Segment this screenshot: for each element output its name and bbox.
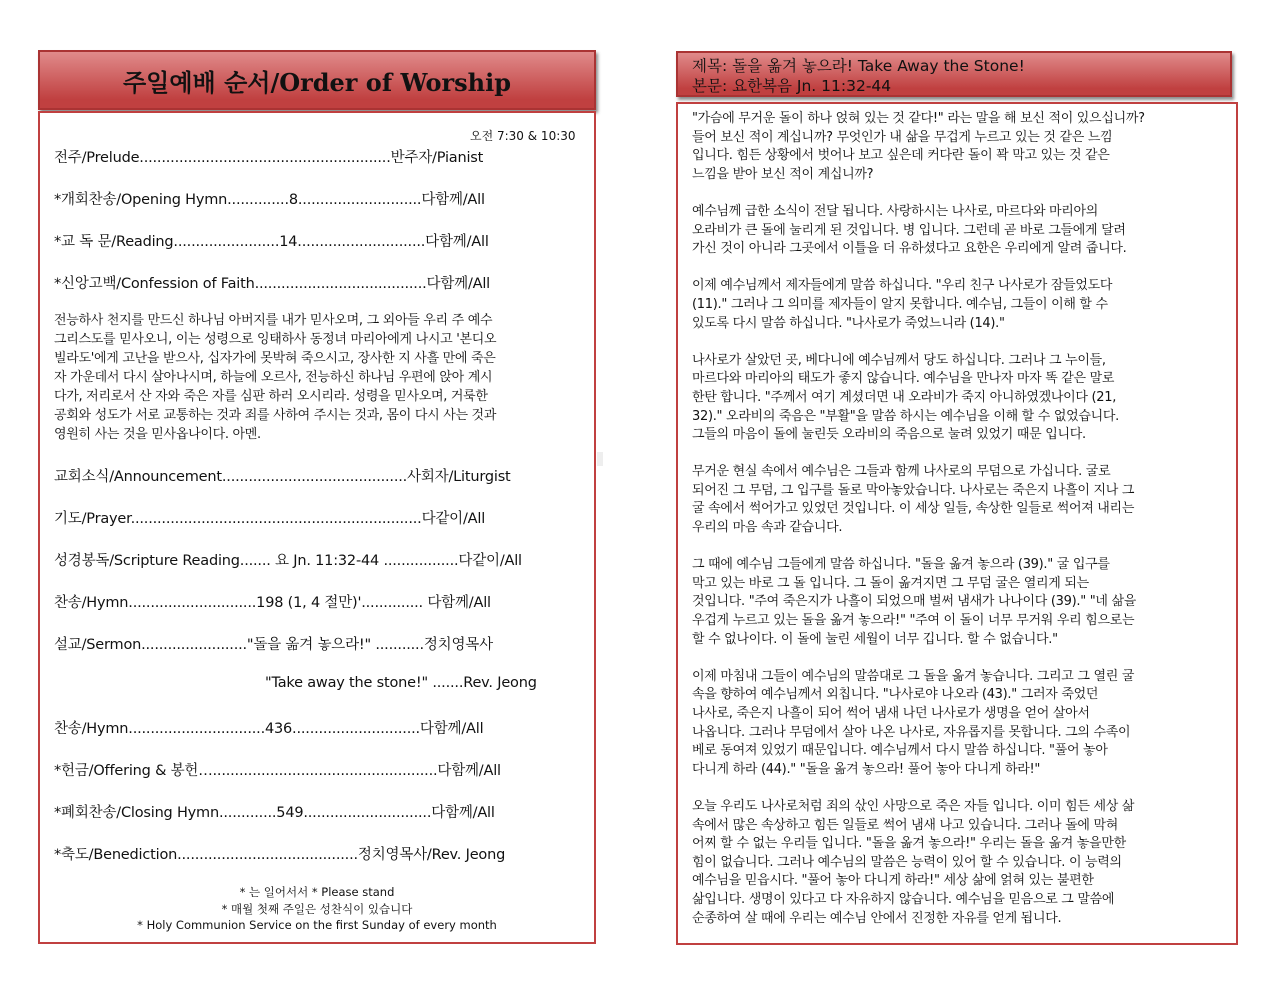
item-prayer: 기도/Prayer..................................................................다같이/All xyxy=(54,511,486,527)
creed-line: 빌라도'에게 고난을 받으사, 십자가에 못박혀 죽으시고, 장사한 지 사흘 만에 죽은 xyxy=(54,351,496,366)
sermon-line: 이제 마침내 그들이 예수님의 말씀대로 그 돌을 옮겨 놓습니다. 그리고 그 열린 굴 xyxy=(692,668,1135,684)
sermon-line: 다니게 하라 (44)." "돌을 옮겨 놓으라! 풀어 놓아 다니게 하라!" xyxy=(692,761,1041,777)
sermon-line: 느낌을 받아 보신 적이 계십니까? xyxy=(692,166,874,182)
sermon-paragraph xyxy=(692,203,1224,259)
sermon-line: 우리의 마음 속과 같습니다. xyxy=(692,520,843,536)
sermon-paragraph xyxy=(692,668,1224,780)
apostles-creed xyxy=(54,311,578,444)
item-scripture-reading: 성경봉독/Scripture Reading....... 요 Jn. 11:32-44 .................다같이/All xyxy=(54,553,522,569)
page-fold xyxy=(597,452,603,466)
note-stand: * 는 일어서서 * Please stand xyxy=(239,885,395,899)
sermon-line: 나사로가 살았던 곳, 베다니에 예수님께서 당도 하십니다. 그러나 그 누이들, xyxy=(692,352,1106,368)
sermon-line: 나옵니다. 그러나 무덤에서 살아 나온 나사로, 자유롭지를 못합니다. 그의 수족이 xyxy=(692,724,1131,740)
item-hymn-2: 찬송/Hymn...............................436.............................다함께/All xyxy=(54,721,484,737)
item-sermon-english: "Take away the stone!" .......Rev. Jeong xyxy=(265,675,537,691)
creed-line: 공회와 성도가 서로 교통하는 것과 죄를 사하여 주시는 것과, 몸이 다시 사는 것과 xyxy=(54,408,497,423)
creed-line: 영원히 사는 것을 믿사옵나이다. 아멘. xyxy=(54,427,261,442)
sermon-line: 그들의 마음이 돌에 눌린듯 오라비의 죽음으로 눌려 있었기 때문 입니다. xyxy=(692,427,1086,443)
sermon-paragraph xyxy=(692,110,1224,184)
sermon-line: 한탄 합니다. "주께서 여기 계셨더면 내 오라비가 죽지 아니하였겠나이다 (21, xyxy=(692,389,1117,405)
creed-line: 다가, 저리로서 산 자와 죽은 자를 심판 하러 오시리라. 성령을 믿사오며, 거룩한 xyxy=(54,389,488,404)
item-opening-hymn: *개회찬송/Opening Hymn..............8............................다함께/All xyxy=(54,192,485,208)
sermon-line: 예수님을 믿읍시다. "풀어 놓아 다니게 하라!" 세상 삶에 얽혀 있는 불편한 xyxy=(692,873,1094,889)
sermon-line: 오라비가 큰 돌에 눌리게 된 것입니다. 병 입니다. 그런데 곧 바로 그들에게 달려 xyxy=(692,222,1126,238)
sermon-title: 제목: 돌을 옮겨 놓으라! Take Away the Stone! xyxy=(692,57,1025,75)
item-benediction: *축도/Benediction.........................................정치영목사/Rev. Jeong xyxy=(54,847,506,863)
item-offering: *헌금/Offering & 봉헌…...................................................다함께/All xyxy=(54,763,501,779)
sermon-line: 32)." 오라비의 죽음은 "부활"을 말씀 하시는 예수님을 이해 할 수 없었습니다. xyxy=(692,408,1119,424)
sermon-paragraph xyxy=(692,798,1224,928)
item-confession: *신앙고백/Confession of Faith.......................................다함께/All xyxy=(54,276,491,292)
sermon-paragraph xyxy=(692,352,1224,445)
sermon-line: 있도록 다시 말씀 하십니다. "나사로가 죽었느니라 (14)." xyxy=(692,315,1005,331)
note-communion-english: * Holy Communion Service on the first Sunday of every month xyxy=(137,918,497,932)
creed-line: 그리스도를 믿사오니, 이는 성령으로 잉태하사 동정녀 마리아에게 나시고 '본디오 xyxy=(54,332,497,347)
sermon-banner xyxy=(676,51,1232,97)
sermon-line: 순종하여 살 때에 우리는 예수님 안에서 진정한 자유를 얻게 됩니다. xyxy=(692,910,1062,926)
item-closing-hymn: *폐회찬송/Closing Hymn.............549.............................다함께/All xyxy=(54,805,495,821)
sermon-line: 예수님께 급한 소식이 전달 됩니다. 사랑하시는 나사로, 마르다와 마리아의 xyxy=(692,203,1099,219)
sermon-paragraph xyxy=(692,277,1224,333)
sermon-line: 들어 보신 적이 계십니까? 무엇인가 내 삶을 무겁게 누르고 있는 것 같은 느낌 xyxy=(692,129,1113,145)
item-announcement: 교회소식/Announcement..........................................사회자/Liturgist xyxy=(54,469,511,485)
sermon-line: 굴 속에서 썩어가고 있었던 것입니다. 이 세상 일들, 속상한 일들로 썩어져 내리는 xyxy=(692,501,1135,517)
sermon-line: 되어진 그 무덤, 그 입구를 돌로 막아놓았습니다. 나사로는 죽은지 나흘이 지나 그 xyxy=(692,482,1135,498)
sermon-line: (11)." 그러나 그 의미를 제자들이 알지 못합니다. 예수님, 그들이 이해 할 수 xyxy=(692,296,1108,312)
order-of-worship-banner xyxy=(38,50,596,110)
sermon-line: 것입니다. "주여 죽은지가 나흘이 되었으매 벌써 냄새가 나나이다 (39)." "네 삶을 xyxy=(692,594,1136,610)
sermon-line: 우겁게 누르고 있는 돌을 옮겨 놓으라!" "주여 이 돌이 너무 무거워 우리 힘으로는 xyxy=(692,613,1135,629)
sermon-line: 속을 향하여 예수님께서 외칩니다. "나사로야 나오라 (43)." 그러자 죽었던 xyxy=(692,687,1099,703)
sermon-line: 무거운 현실 속에서 예수님은 그들과 함께 나사로의 무덤으로 가십니다. 굴로 xyxy=(692,464,1111,480)
sermon-line: 할 수 없나이다. 이 돌에 눌린 세월이 너무 깁니다. 할 수 없습니다." xyxy=(692,631,1058,647)
creed-line: 자 가운데서 다시 살아나시며, 하늘에 오르사, 전능하신 하나님 우편에 앉아 계시 xyxy=(54,370,493,385)
sermon-body xyxy=(692,110,1224,947)
sermon-line: 힘이 없습니다. 그러나 예수님의 말씀은 능력이 있어 할 수 있습니다. 이 능력의 xyxy=(692,854,1122,870)
item-prelude: 전주/Prelude.........................................................반주자/Pianist xyxy=(54,150,484,166)
sermon-line: 오늘 우리도 나사로처럼 죄의 삯인 사망으로 죽은 자들 입니다. 이미 힘든 세상 삶 xyxy=(692,798,1135,814)
sermon-paragraph xyxy=(692,556,1224,649)
sermon-text-reference: 본문: 요한복음 Jn. 11:32-44 xyxy=(692,77,892,95)
sermon-line: "가슴에 무거운 돌이 하나 얹혀 있는 것 같다!" 라는 말을 해 보신 적이 있으십니까? xyxy=(692,111,1145,126)
sermon-line: 입니다. 힘든 상황에서 벗어나 보고 싶은데 커다란 돌이 꽉 막고 있는 것 같은 xyxy=(692,148,1110,164)
item-reading: *교 독 문/Reading........................14.............................다함께/All xyxy=(54,234,489,250)
sermon-paragraph xyxy=(692,463,1224,537)
sermon-line: 어찌 할 수 없는 우리들 입니다. "돌을 옮겨 놓으라!" 우리는 돌을 옮겨 놓을만한 xyxy=(692,836,1126,852)
sermon-line: 막고 있는 바로 그 돌 입니다. 그 돌이 옮겨지면 그 무덤 굴은 열리게 되는 xyxy=(692,575,1089,591)
order-of-worship-panel xyxy=(38,111,596,944)
sermon-panel xyxy=(676,102,1238,945)
sermon-line: 그 때에 예수님 그들에게 말씀 하십니다. "돌을 옮겨 놓으라 (39)." 굴 입구를 xyxy=(692,557,1110,573)
order-of-worship-title: 주일예배 순서/Order of Worship xyxy=(122,67,512,97)
sermon-line: 베로 동여져 있었기 때문입니다. 예수님께서 다시 말씀 하십니다. "풀어 놓아 xyxy=(692,743,1108,759)
sermon-line: 나사로, 죽은지 나흘이 되어 썩어 냄새 나던 나사로가 생명을 얻어 살아서 xyxy=(692,706,1090,721)
service-time: 오전 7:30 & 10:30 xyxy=(470,129,576,143)
sermon-line: 마르다와 마리아의 태도가 좋지 않습니다. 예수님을 만나자 마자 똑 같은 말로 xyxy=(692,371,1115,387)
item-hymn: 찬송/Hymn.............................198 (1, 4 절만)'.............. 다함께/All xyxy=(54,595,491,611)
sermon-line: 속에서 많은 속상하고 힘든 일들로 썩어 냄새 나고 있습니다. 그러나 돌에 막혀 xyxy=(692,817,1118,833)
note-communion-korean: * 매월 첫째 주일은 성찬식이 있습니다 xyxy=(221,902,413,916)
creed-line: 전능하사 천지를 만드신 하나님 아버지를 내가 믿사오며, 그 외아들 우리 주 예수 xyxy=(54,313,493,328)
sermon-line: 가신 것이 아니라 그곳에서 이틀을 더 유하셨다고 요한은 우리에게 알려 줍니다. xyxy=(692,241,1127,257)
sermon-line: 이제 예수님께서 제자들에게 말씀 하십니다. "우리 친구 나사로가 잠들었도다 xyxy=(692,278,1113,294)
sermon-line: 삶입니다. 생명이 있다고 다 자유하지 않습니다. 예수님을 믿음으로 그 말씀에 xyxy=(692,891,1115,907)
item-sermon: 설교/Sermon........................"돌을 옮겨 놓으라!" ...........정치영목사 xyxy=(54,637,493,653)
